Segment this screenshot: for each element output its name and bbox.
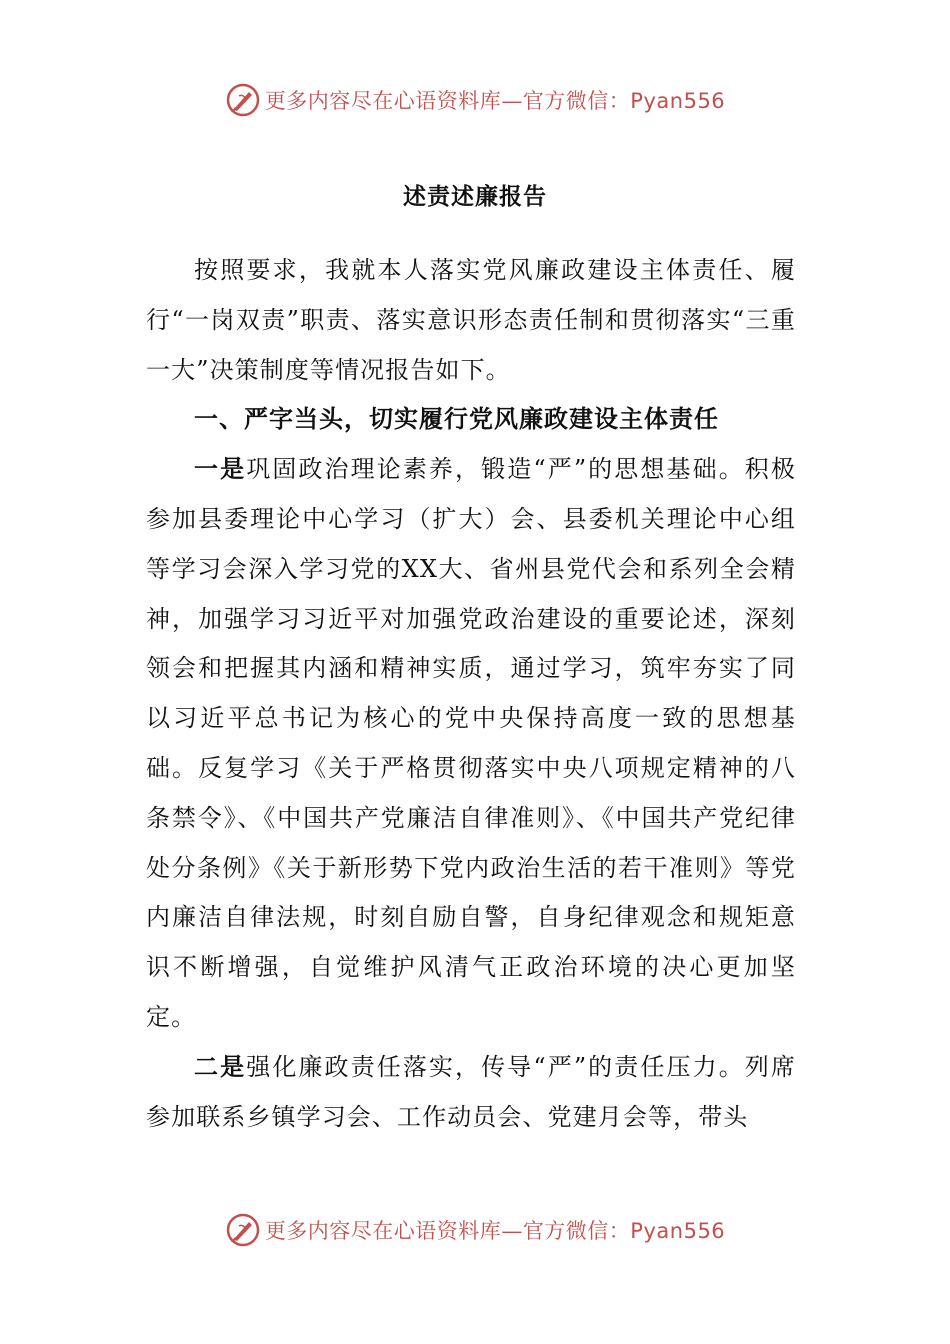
- paragraph-2: [146, 1043, 796, 1143]
- paragraph-text: 巩固政治理论素养，锻造“严”的思想基础。积极参加县委理论中心学习（扩大）会、县委机关理论中心组等学习会深入学习党的XX大、省州县党代会和系列全会精神，加强学习习近平对加强党政治建设的重要论述，深刻领会和把握其内涵和精神实质，通过学习，筑牢夯实了同以习近平总书记为核心的党中央保持高度一致的思想基础。反复学习《关于严格贯彻落实中央八项规定精神的八条禁令》、《中国共产党廉洁自律准则》、《中国共产党纪律处分条例》《关于新形势下党内政治生活的若干准则》等党内廉洁自律法规，时刻自励自警，自身纪律观念和规矩意识不断增强，自觉维护风清气正政治环境的决心更加坚定。: [146, 455, 796, 1031]
- header-watermark: [0, 80, 950, 120]
- section-heading: 一、严字当头，切实履行党风廉政建设主体责任: [194, 405, 719, 434]
- paragraph-text: 强化廉政责任落实，传导“严”的责任压力。列席参加联系乡镇学习会、工作动员会、党建月会等，带头: [146, 1052, 796, 1131]
- pen-circle-logo-icon: [225, 82, 261, 118]
- watermark-text: 更多内容尽在心语资料库—官方微信：Pyan556: [264, 89, 726, 113]
- paragraph-1: [146, 445, 796, 1043]
- pen-circle-logo-icon: [225, 1212, 261, 1248]
- document-body: [146, 246, 796, 1142]
- paragraph-lead: 一是: [194, 455, 247, 484]
- intro-paragraph: 按照要求，我就本人落实党风廉政建设主体责任、履行“一岗双责”职责、落实意识形态责任制和贯彻落实“三重一大”决策制度等情况报告如下。: [146, 256, 796, 384]
- document-title: 述责述廉报告: [403, 184, 547, 210]
- watermark-text: 更多内容尽在心语资料库—官方微信：Pyan556: [264, 1219, 726, 1243]
- footer-watermark: [0, 1210, 950, 1250]
- paragraph-lead: 二是: [194, 1052, 247, 1081]
